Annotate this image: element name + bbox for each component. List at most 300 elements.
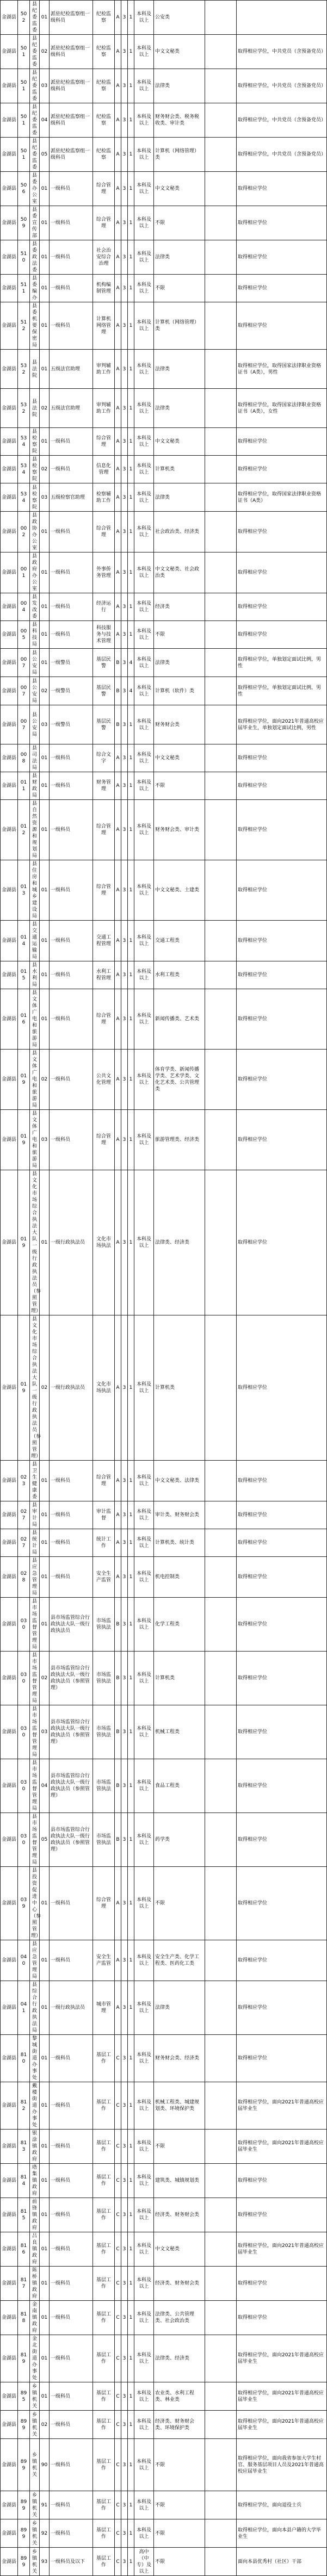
- cell-requirements: 取得相应学位: [237, 512, 327, 553]
- cell-ratio: 3: [121, 744, 128, 772]
- cell-exam-category: A: [115, 456, 121, 483]
- cell-education: 本科及以上: [134, 1, 154, 35]
- cell-county: 金湖县: [1, 428, 18, 456]
- cell-county: 金湖县: [1, 989, 18, 1050]
- cell-county: 金湖县: [1, 1461, 18, 1501]
- cell-county: 金湖县: [1, 1, 18, 35]
- cell-education: 本科及以上: [134, 1867, 154, 1940]
- cell-position-type: 安全生产监管: [93, 1940, 115, 1981]
- cell-exam-category: A: [115, 172, 121, 206]
- cell-position-type: 基层工作: [93, 2491, 115, 2519]
- cell-requirements: 取得相应学位: [237, 2035, 327, 2082]
- cell-county: 金湖县: [1, 2439, 18, 2491]
- cell-department: 乡镇机关: [30, 2491, 40, 2519]
- cell-department: 县自然资源和规划局: [30, 800, 40, 860]
- cell-position-type: 基层工作: [93, 2198, 115, 2232]
- cell-position-type: 纪检监察: [93, 35, 115, 69]
- cell-requirements: 取得相应学位，面向2021年普通高校应届毕业生: [237, 2082, 327, 2130]
- cell-position-code: 01: [40, 1170, 50, 1315]
- cell-dept-code: 019: [18, 1170, 30, 1315]
- cell-position-type: 基层工作: [93, 2382, 115, 2411]
- cell-ratio: 3: [121, 1557, 128, 1598]
- cell-exam-category: B: [115, 1652, 121, 1705]
- cell-position-code: 04: [40, 1759, 50, 1813]
- table-row: [1, 1759, 327, 1813]
- cell-count: 4: [128, 677, 134, 705]
- table-row: [1, 1598, 327, 1652]
- cell-other-1: [205, 1867, 237, 1940]
- table-row: [1, 483, 327, 512]
- cell-dept-code: 501: [18, 103, 30, 138]
- cell-county: 金湖县: [1, 172, 18, 206]
- cell-exam-category: C: [115, 2491, 121, 2519]
- cell-ratio: 3: [121, 1652, 128, 1705]
- cell-exam-category: C: [115, 2301, 121, 2335]
- cell-position-code: 93: [40, 2548, 50, 2576]
- cell-education: 本科及以上: [134, 35, 154, 69]
- cell-dept-code: 814: [18, 2164, 30, 2198]
- cell-major: 机械工程类: [154, 1705, 205, 1759]
- cell-requirements: 取得相应学位，中共党员（含预备党员）: [237, 103, 327, 138]
- cell-other-1: [205, 2164, 237, 2198]
- cell-department: 县市场监督管理局: [30, 1652, 40, 1705]
- cell-education: 本科及以上: [134, 860, 154, 921]
- cell-county: 金湖县: [1, 2035, 18, 2082]
- cell-dept-code: 534: [18, 428, 30, 456]
- table-row: [1, 677, 327, 705]
- cell-dept-code: 023: [18, 1461, 30, 1501]
- cell-ratio: 3: [121, 1461, 128, 1501]
- cell-requirements: 取得相应学位，面向2021年普通高校应届毕业生: [237, 2130, 327, 2164]
- cell-position-code: 01: [40, 860, 50, 921]
- cell-education: 本科及以上: [134, 961, 154, 989]
- cell-position-code: 01: [40, 2232, 50, 2267]
- cell-exam-category: A: [115, 593, 121, 621]
- cell-major: 社会政治类、经济类: [154, 512, 205, 553]
- cell-other-1: [205, 1, 237, 35]
- cell-major: 经济类、财务财会类: [154, 2198, 205, 2232]
- cell-count: 1: [128, 989, 134, 1050]
- cell-requirements: 取得相应学位: [237, 1050, 327, 1110]
- cell-position-code: 01: [40, 2082, 50, 2130]
- cell-position-code: 01: [40, 172, 50, 206]
- table-row: [1, 649, 327, 677]
- cell-position-code: 01: [40, 744, 50, 772]
- cell-position-name: 一级科员: [50, 621, 93, 649]
- cell-exam-category: C: [115, 2439, 121, 2491]
- cell-position-name: 一级警员: [50, 649, 93, 677]
- cell-position-code: 03: [40, 1705, 50, 1759]
- cell-dept-code: 030: [18, 1598, 30, 1652]
- cell-exam-category: C: [115, 2198, 121, 2232]
- cell-requirements: 取得相应学位: [237, 2301, 327, 2335]
- cell-position-type: 交通工程管理: [93, 921, 115, 961]
- cell-position-type: 市场监管执法: [93, 1813, 115, 1867]
- cell-department: 县投资促进中心（参照管理）: [30, 1867, 40, 1940]
- cell-exam-category: A: [115, 800, 121, 860]
- cell-ratio: 3: [121, 621, 128, 649]
- cell-major: 经济类、财务财会类: [154, 2267, 205, 2301]
- cell-position-name: 一级科员: [50, 2035, 93, 2082]
- cell-department: 县统计局: [30, 1529, 40, 1557]
- cell-position-code: 02: [40, 2411, 50, 2439]
- cell-requirements: 取得相应学位: [237, 240, 327, 275]
- cell-department: 县交通运输局: [30, 921, 40, 961]
- cell-ratio: 3: [121, 138, 128, 172]
- cell-education: 本科及以上: [134, 389, 154, 428]
- cell-position-type: 基层工作: [93, 2335, 115, 2382]
- cell-education: 本科及以上: [134, 1705, 154, 1759]
- cell-dept-code: 899: [18, 2439, 30, 2491]
- table-row: [1, 456, 327, 483]
- cell-position-name: 一级科员: [50, 772, 93, 800]
- table-body: [1, 1, 327, 2576]
- cell-dept-code: 027: [18, 1529, 30, 1557]
- cell-position-name: 五级法官助理: [50, 350, 93, 389]
- cell-department: 县委编办: [30, 275, 40, 302]
- cell-position-name: 一级科员: [50, 553, 93, 593]
- cell-position-name: 一级科员: [50, 2164, 93, 2198]
- cell-dept-code: 030: [18, 1759, 30, 1813]
- table-row: [1, 2439, 327, 2491]
- cell-ratio: 3: [121, 800, 128, 860]
- cell-county: 金湖县: [1, 138, 18, 172]
- cell-count: 1: [128, 35, 134, 69]
- cell-dept-code: 532: [18, 350, 30, 389]
- cell-education: 本科及以上: [134, 428, 154, 456]
- cell-exam-category: A: [115, 1315, 121, 1461]
- cell-county: 金湖县: [1, 1705, 18, 1759]
- cell-department: 县卫生健康委: [30, 1461, 40, 1501]
- cell-position-name: 一级科员: [50, 1110, 93, 1170]
- cell-county: 金湖县: [1, 553, 18, 593]
- cell-count: 1: [128, 2335, 134, 2382]
- cell-county: 金湖县: [1, 2519, 18, 2548]
- cell-major: 中文文秘类: [154, 172, 205, 206]
- cell-ratio: 3: [121, 649, 128, 677]
- table-row: [1, 860, 327, 921]
- cell-dept-code: 899: [18, 2411, 30, 2439]
- cell-requirements: 取得相应学位: [237, 1529, 327, 1557]
- cell-position-name: 一级科员: [50, 512, 93, 553]
- cell-requirements: 取得相应学位，中共党员（含预备党员）: [237, 138, 327, 172]
- cell-position-code: 01: [40, 772, 50, 800]
- cell-position-code: 02: [40, 677, 50, 705]
- cell-ratio: 3: [121, 428, 128, 456]
- cell-ratio: 3: [121, 2130, 128, 2164]
- cell-dept-code: 509: [18, 206, 30, 240]
- cell-education: 本科及以上: [134, 1501, 154, 1529]
- cell-dept-code: 030: [18, 1705, 30, 1759]
- cell-requirements: [237, 1, 327, 35]
- cell-other-1: [205, 2130, 237, 2164]
- table-row: [1, 1652, 327, 1705]
- cell-count: 1: [128, 1461, 134, 1501]
- cell-position-type: 综合管理: [93, 800, 115, 860]
- cell-major: 法律类: [154, 1981, 205, 2035]
- cell-requirements: 取得相应学位: [237, 1170, 327, 1315]
- cell-major: 农业类、水利工程类、林业类: [154, 2382, 205, 2411]
- cell-requirements: 取得相应学位: [237, 989, 327, 1050]
- cell-education: 本科及以上: [134, 2335, 154, 2382]
- cell-position-code: 01: [40, 1598, 50, 1652]
- cell-other-1: [205, 206, 237, 240]
- table-row: [1, 2267, 327, 2301]
- cell-major: 法律类: [154, 350, 205, 389]
- cell-education: 本科及以上: [134, 921, 154, 961]
- cell-position-type: 计算机网络管理: [93, 302, 115, 350]
- cell-count: 1: [128, 1050, 134, 1110]
- table-row: [1, 1557, 327, 1598]
- cell-department: 县水利局: [30, 961, 40, 989]
- cell-requirements: 取得相应学位: [237, 2198, 327, 2232]
- table-row: [1, 206, 327, 240]
- cell-department: 县财政局: [30, 772, 40, 800]
- cell-major: 不限: [154, 275, 205, 302]
- table-row: [1, 1, 327, 35]
- cell-major: 财务财会类: [154, 705, 205, 744]
- cell-dept-code: 005: [18, 621, 30, 649]
- table-row: [1, 921, 327, 961]
- cell-education: 本科及以上: [134, 2411, 154, 2439]
- cell-position-name: 县市场监管综合行政执法大队一级行政执法员: [50, 1598, 93, 1652]
- cell-requirements: 取得相应学位: [237, 1652, 327, 1705]
- cell-education: 本科及以上: [134, 350, 154, 389]
- cell-education: 本科及以上: [134, 172, 154, 206]
- cell-exam-category: B: [115, 1705, 121, 1759]
- cell-position-code: 01: [40, 649, 50, 677]
- cell-position-code: 04: [40, 103, 50, 138]
- cell-department: 县市场监督管理局: [30, 1705, 40, 1759]
- cell-exam-category: B: [115, 649, 121, 677]
- cell-dept-code: 002: [18, 512, 30, 553]
- cell-other-1: [205, 553, 237, 593]
- cell-dept-code: 019: [18, 1050, 30, 1110]
- cell-exam-category: A: [115, 921, 121, 961]
- cell-other-1: [205, 2548, 237, 2576]
- cell-other-1: [205, 1529, 237, 1557]
- cell-department: 县法院: [30, 350, 40, 389]
- cell-position-code: 01: [40, 921, 50, 961]
- table-row: [1, 1461, 327, 1501]
- cell-position-code: 02: [40, 35, 50, 69]
- cell-position-name: 五级法官助理: [50, 389, 93, 428]
- cell-exam-category: C: [115, 2519, 121, 2548]
- cell-department: 县市场监督管理局: [30, 1598, 40, 1652]
- cell-position-name: 一级科员: [50, 1529, 93, 1557]
- cell-position-name: 一级科员: [50, 2130, 93, 2164]
- cell-position-type: 综合管理: [93, 206, 115, 240]
- cell-ratio: 3: [121, 2267, 128, 2301]
- cell-position-type: 综合管理: [93, 1867, 115, 1940]
- cell-major: 药学类: [154, 1813, 205, 1867]
- cell-major: 建筑类、城镇规划类: [154, 2164, 205, 2198]
- cell-requirements: 取得相应学位: [237, 1940, 327, 1981]
- cell-count: 1: [128, 172, 134, 206]
- cell-department: 县纪委监委: [30, 103, 40, 138]
- cell-other-1: [205, 1940, 237, 1981]
- cell-other-1: [205, 744, 237, 772]
- cell-position-type: 综合管理: [93, 989, 115, 1050]
- cell-ratio: 3: [121, 1813, 128, 1867]
- cell-education: 本科及以上: [134, 2232, 154, 2267]
- cell-ratio: 3: [121, 2198, 128, 2232]
- cell-position-name: 一级科员: [50, 1867, 93, 1940]
- cell-county: 金湖县: [1, 2198, 18, 2232]
- cell-position-type: 基层工作: [93, 2035, 115, 2082]
- cell-dept-code: 039: [18, 1867, 30, 1940]
- cell-requirements: 取得相应学位，取得国家法律职业资格证书（A类），男性: [237, 350, 327, 389]
- cell-other-1: [205, 1315, 237, 1461]
- cell-other-1: [205, 1705, 237, 1759]
- cell-position-name: 派驻纪检监察组一级科员: [50, 103, 93, 138]
- cell-dept-code: 812: [18, 2082, 30, 2130]
- cell-position-name: 一级科员: [50, 2082, 93, 2130]
- cell-position-type: 文化市场执法: [93, 1315, 115, 1461]
- cell-requirements: 取得相应学位，中共党员（含预备党员）: [237, 35, 327, 69]
- cell-major: 中文文秘类: [154, 744, 205, 772]
- cell-position-name: 一级警员: [50, 705, 93, 744]
- cell-county: 金湖县: [1, 1557, 18, 1598]
- table-row: [1, 961, 327, 989]
- cell-exam-category: A: [115, 1940, 121, 1981]
- cell-department: 县公安局: [30, 649, 40, 677]
- cell-count: 1: [128, 483, 134, 512]
- cell-major: 安全生产类、化学工程类、医药化工类: [154, 1940, 205, 1981]
- table-row: [1, 2382, 327, 2411]
- cell-county: 金湖县: [1, 705, 18, 744]
- cell-ratio: 3: [121, 206, 128, 240]
- cell-major: 计算机（网络管理）类: [154, 302, 205, 350]
- cell-major: 计算机（网络管理）类: [154, 138, 205, 172]
- cell-exam-category: A: [115, 103, 121, 138]
- cell-dept-code: 007: [18, 649, 30, 677]
- cell-county: 金湖县: [1, 2232, 18, 2267]
- cell-dept-code: 899: [18, 2519, 30, 2548]
- cell-requirements: 取得相应学位: [237, 1461, 327, 1501]
- cell-position-type: 财务管理: [93, 772, 115, 800]
- cell-position-type: 安全生产监管: [93, 1557, 115, 1598]
- cell-other-1: [205, 1110, 237, 1170]
- cell-requirements: 取得相应学位: [237, 860, 327, 921]
- cell-county: 金湖县: [1, 275, 18, 302]
- cell-position-type: 综合管理: [93, 172, 115, 206]
- cell-position-name: 一级科员: [50, 1940, 93, 1981]
- cell-dept-code: 019: [18, 1315, 30, 1461]
- cell-education: 本科及以上: [134, 1110, 154, 1170]
- cell-count: 1: [128, 512, 134, 553]
- cell-county: 金湖县: [1, 1598, 18, 1652]
- cell-position-name: 一级科员: [50, 744, 93, 772]
- cell-position-type: 基层民警: [93, 677, 115, 705]
- cell-county: 金湖县: [1, 2164, 18, 2198]
- cell-ratio: 3: [121, 512, 128, 553]
- cell-dept-code: 502: [18, 1, 30, 35]
- cell-department: 县法院: [30, 389, 40, 428]
- cell-education: 本科及以上: [134, 1557, 154, 1598]
- cell-county: 金湖县: [1, 2301, 18, 2335]
- cell-count: 1: [128, 302, 134, 350]
- cell-position-type: 纪检监察: [93, 103, 115, 138]
- cell-exam-category: A: [115, 138, 121, 172]
- cell-count: 1: [128, 2035, 134, 2082]
- table-row: [1, 240, 327, 275]
- cell-requirements: 取得相应学位: [237, 428, 327, 456]
- cell-position-code: 03: [40, 483, 50, 512]
- cell-requirements: 取得相应学位: [237, 961, 327, 989]
- table-row: [1, 1050, 327, 1110]
- cell-major: 财务财会类、审计类: [154, 800, 205, 860]
- cell-ratio: 3: [121, 677, 128, 705]
- cell-count: 1: [128, 744, 134, 772]
- cell-count: 1: [128, 69, 134, 103]
- cell-exam-category: C: [115, 2164, 121, 2198]
- cell-position-type: 综合管理: [93, 860, 115, 921]
- cell-ratio: 3: [121, 921, 128, 961]
- cell-position-code: 02: [40, 1315, 50, 1461]
- cell-count: 1: [128, 2519, 134, 2548]
- cell-exam-category: A: [115, 512, 121, 553]
- cell-position-name: 五级检察官助理: [50, 483, 93, 512]
- cell-dept-code: 007: [18, 677, 30, 705]
- cell-ratio: 3: [121, 2411, 128, 2439]
- cell-exam-category: A: [115, 206, 121, 240]
- cell-position-code: 01: [40, 1, 50, 35]
- cell-county: 金湖县: [1, 35, 18, 69]
- cell-department: 县综合行政执法局: [30, 1981, 40, 2035]
- cell-ratio: 3: [121, 860, 128, 921]
- cell-education: 本科及以上: [134, 138, 154, 172]
- cell-other-1: [205, 2232, 237, 2267]
- cell-dept-code: 512: [18, 302, 30, 350]
- cell-position-type: 基层工作: [93, 2232, 115, 2267]
- cell-requirements: 取得相应学位: [237, 921, 327, 961]
- cell-ratio: 3: [121, 2519, 128, 2548]
- cell-exam-category: A: [115, 621, 121, 649]
- table-row: [1, 350, 327, 389]
- cell-position-type: 基层工作: [93, 2164, 115, 2198]
- cell-position-type: 检察辅助工作: [93, 483, 115, 512]
- cell-other-1: [205, 2301, 237, 2335]
- cell-department: 县科技局: [30, 621, 40, 649]
- table-row: [1, 800, 327, 860]
- cell-position-type: 机构编制管理: [93, 275, 115, 302]
- cell-count: 1: [128, 428, 134, 456]
- cell-other-1: [205, 2335, 237, 2382]
- cell-count: 1: [128, 2491, 134, 2519]
- cell-ratio: 3: [121, 1867, 128, 1940]
- cell-education: 本科及以上: [134, 1170, 154, 1315]
- cell-requirements: 取得相应学位，面向2021年普通高校应届毕业生: [237, 2382, 327, 2411]
- cell-department: 县纪委监委: [30, 138, 40, 172]
- cell-major: 财务财会类、经济类: [154, 2035, 205, 2082]
- cell-exam-category: A: [115, 961, 121, 989]
- cell-dept-code: 815: [18, 2198, 30, 2232]
- cell-dept-code: 001: [18, 553, 30, 593]
- cell-requirements: 取得相应学位: [237, 1813, 327, 1867]
- cell-exam-category: C: [115, 2411, 121, 2439]
- cell-education: 本科及以上: [134, 2164, 154, 2198]
- table-row: [1, 772, 327, 800]
- cell-other-1: [205, 103, 237, 138]
- cell-education: 本科及以上: [134, 275, 154, 302]
- cell-position-name: 县市场监管综合行政执法大队一级行政执法员（参照管理）: [50, 1813, 93, 1867]
- cell-education: 本科及以上: [134, 1652, 154, 1705]
- cell-position-code: 92: [40, 2519, 50, 2548]
- cell-department: 金北街道办事处: [30, 2335, 40, 2382]
- cell-position-code: 01: [40, 428, 50, 456]
- cell-exam-category: A: [115, 35, 121, 69]
